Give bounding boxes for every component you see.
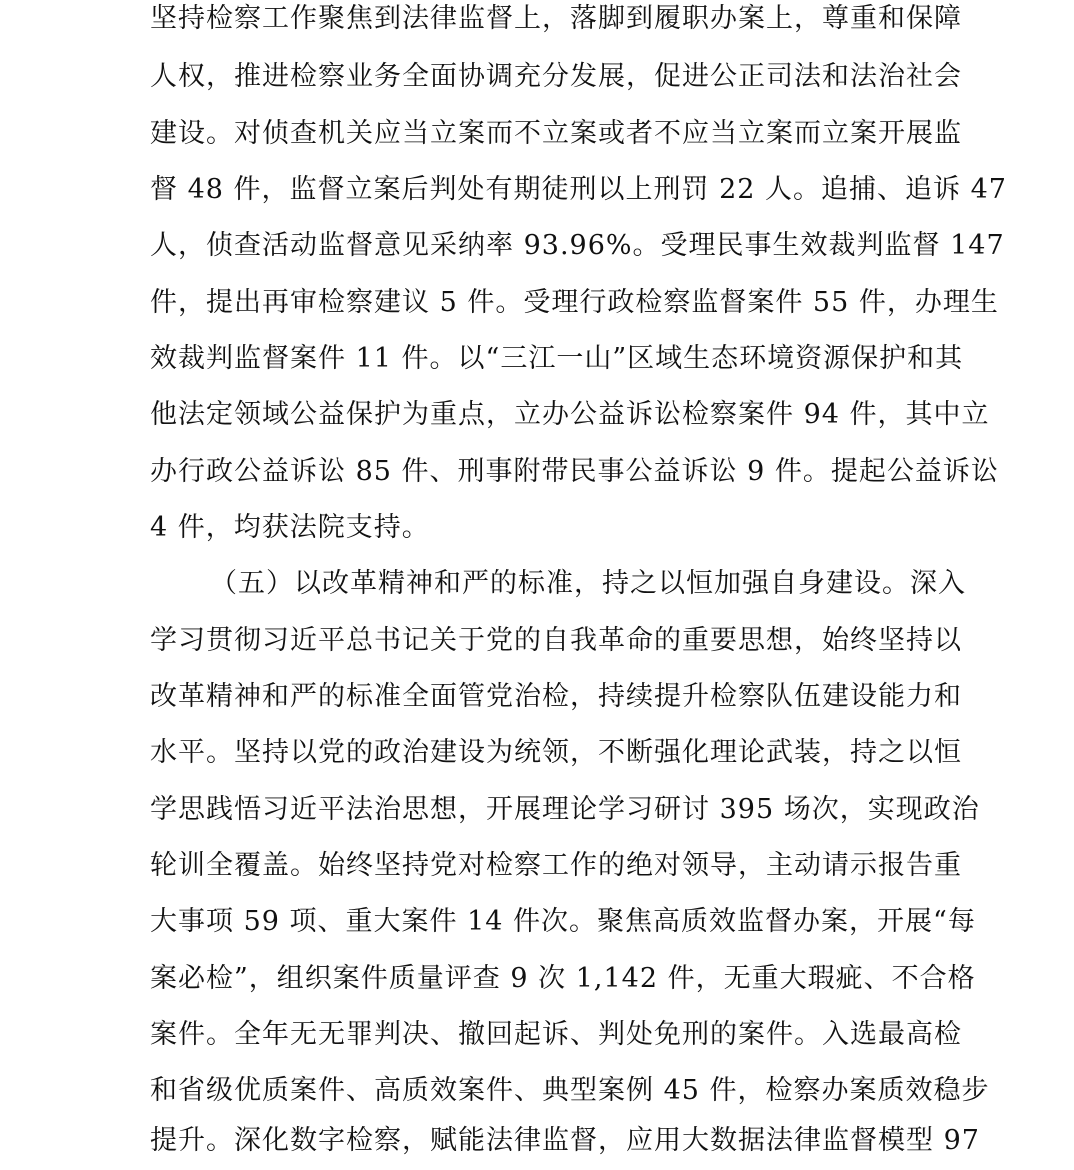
text-line: 提升。深化数字检察，赋能法律监督，应用大数据法律监督模型 97 xyxy=(150,1125,980,1156)
text-line: 轮训全覆盖。始终坚持党对检察工作的绝对领导，主动请示报告重 xyxy=(150,850,962,881)
text-line: 水平。坚持以党的政治建设为统领，不断强化理论武装，持之以恒 xyxy=(150,737,962,768)
text-line: 他法定领域公益保护为重点，立办公益诉讼检察案件 94 件，其中立 xyxy=(150,399,990,430)
text-line: 大事项 59 项、重大案件 14 件次。聚焦高质效监督办案，开展“每 xyxy=(150,906,976,937)
text-line: 案必检”，组织案件质量评查 9 次 1,142 件，无重大瑕疵、不合格 xyxy=(150,963,976,994)
text-line: 学习贯彻习近平总书记关于党的自我革命的重要思想，始终坚持以 xyxy=(150,625,962,656)
section-heading-line: （五）以改革精神和严的标准，持之以恒加强自身建设。深入 xyxy=(210,568,966,599)
text-line: 建设。对侦查机关应当立案而不立案或者不应当立案而立案开展监 xyxy=(150,118,962,149)
text-line: 人权，推进检察业务全面协调充分发展，促进公正司法和法治社会 xyxy=(150,61,962,92)
text-line: 4 件，均获法院支持。 xyxy=(150,512,430,543)
text-line: 督 48 件，监督立案后判处有期徒刑以上刑罚 22 人。追捕、追诉 47 xyxy=(150,174,1007,205)
text-line: 学思践悟习近平法治思想，开展理论学习研讨 395 场次，实现政治 xyxy=(150,794,980,825)
text-line: 效裁判监督案件 11 件。以“三江一山”区域生态环境资源保护和其 xyxy=(150,343,964,374)
text-line: 改革精神和严的标准全面管党治检，持续提升检察队伍建设能力和 xyxy=(150,681,962,712)
text-line: 案件。全年无无罪判决、撤回起诉、判处免刑的案件。入选最高检 xyxy=(150,1019,962,1050)
text-line: 坚持检察工作聚焦到法律监督上，落脚到履职办案上，尊重和保障 xyxy=(150,3,962,34)
text-line: 件，提出再审检察建议 5 件。受理行政检察监督案件 55 件，办理生 xyxy=(150,287,999,318)
text-line: 和省级优质案件、高质效案件、典型案例 45 件，检察办案质效稳步 xyxy=(150,1075,990,1106)
text-line: 人，侦查活动监督意见采纳率 93.96%。受理民事生效裁判监督 147 xyxy=(150,230,1005,261)
text-line: 办行政公益诉讼 85 件、刑事附带民事公益诉讼 9 件。提起公益诉讼 xyxy=(150,456,999,487)
